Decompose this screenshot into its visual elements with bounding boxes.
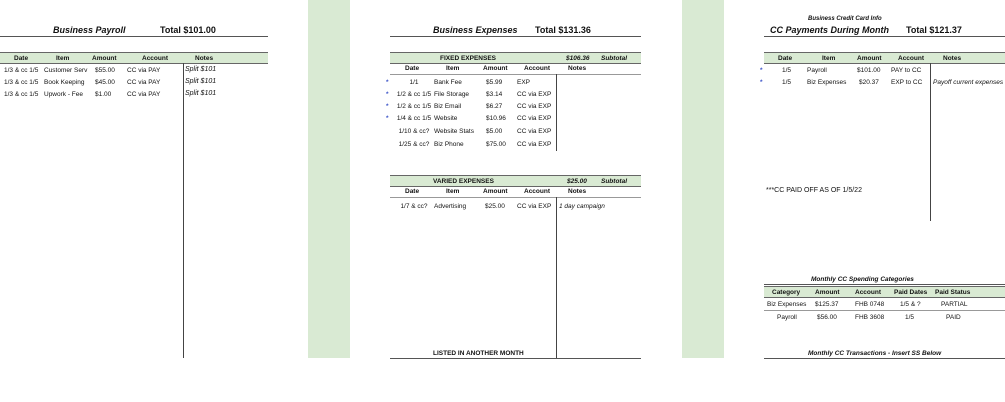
cell-date: 1/5 — [782, 79, 792, 86]
table-row — [760, 76, 1005, 88]
table-row — [764, 311, 1005, 323]
star-marker: * — [386, 91, 389, 98]
expenses-footer-label: LISTED IN ANOTHER MONTH — [433, 350, 524, 357]
cell-date: 1/10 & cc? — [398, 128, 430, 135]
cell-amount: $5.99 — [486, 79, 503, 86]
col-item-header: Item — [446, 188, 460, 195]
cell-account: CC via EXP — [517, 203, 552, 210]
cell-item: Website Stats — [434, 128, 474, 135]
cell-item: Book Keeping — [44, 79, 85, 86]
cc-panel — [760, 0, 1005, 402]
cell-account: FHB 3608 — [855, 314, 885, 321]
cell-category: Biz Expenses — [767, 301, 807, 308]
table-row — [386, 88, 641, 100]
cell-item: Payroll — [807, 67, 827, 74]
payroll-title: Business Payroll — [53, 25, 126, 35]
varied-subtotal-label: Subtotal — [601, 178, 627, 185]
cell-date: 1/4 & cc 1/5 — [396, 115, 432, 122]
cell-item: Upwork - Fee — [44, 91, 84, 98]
col-date-header: Date — [405, 188, 420, 195]
expenses-panel — [386, 0, 641, 402]
cell-amount: $1.00 — [95, 91, 112, 98]
col-amount-header: Amount — [483, 65, 508, 72]
col-paid-status-header: Paid Status — [935, 289, 971, 296]
cell-amount: $10.96 — [486, 115, 506, 122]
cell-amount: $6.27 — [486, 103, 503, 110]
cell-amount: $45.00 — [95, 79, 115, 86]
cc-paid-note: ***CC PAID OFF AS OF 1/5/22 — [766, 187, 862, 194]
cell-amount: $75.00 — [486, 141, 506, 148]
cell-account: PAY to CC — [891, 67, 922, 74]
cc-header-row — [764, 52, 1005, 64]
expenses-total: Total $131.36 — [535, 25, 591, 35]
cell-amount: $20.37 — [859, 79, 879, 86]
categories-header-row — [764, 286, 1005, 298]
cell-account: EXP — [517, 79, 531, 86]
cell-amount: $55.00 — [95, 67, 115, 74]
cell-date: 1/3 & cc 1/5 — [4, 91, 39, 98]
col-item-header: Item — [822, 55, 836, 62]
cell-notes: Split $101 — [185, 78, 217, 85]
cell-category: Payroll — [777, 314, 797, 321]
varied-notes-divider — [556, 197, 557, 358]
payroll-panel — [0, 0, 268, 402]
cell-item: Bank Fee — [434, 79, 462, 86]
cc-title-row — [764, 24, 1005, 37]
col-date-header: Date — [14, 55, 29, 62]
cell-account: CC via PAY — [127, 91, 161, 98]
cell-account: CC via EXP — [517, 115, 552, 122]
separator-column — [682, 0, 724, 358]
cell-date: 1/2 & cc 1/5 — [396, 91, 432, 98]
cell-amount: $101.00 — [857, 67, 881, 74]
cell-amount: $125.37 — [815, 301, 839, 308]
expenses-title-row — [390, 24, 641, 37]
col-amount-header: Amount — [92, 55, 117, 62]
separator-column — [308, 0, 350, 358]
col-account-header: Account — [524, 65, 550, 72]
cell-notes: Payoff current expenses — [933, 79, 1004, 86]
cc-footer-label: Monthly CC Transactions - Insert SS Below — [808, 350, 942, 357]
varied-subtotal-value: $25.00 — [567, 178, 587, 185]
col-notes-header: Notes — [195, 55, 214, 62]
cell-date: 1/1 — [409, 79, 419, 86]
cell-notes: 1 day campaign — [559, 203, 605, 210]
table-row — [390, 125, 641, 137]
cell-account: EXP to CC — [891, 79, 923, 86]
payroll-title-row — [0, 24, 268, 37]
cell-paid-dates: 1/5 — [905, 314, 915, 321]
cell-paid-status: PARTIAL — [941, 301, 968, 308]
cell-amount: $3.14 — [486, 91, 503, 98]
col-amount-header: Amount — [815, 289, 840, 296]
fixed-expenses-label: FIXED EXPENSES — [440, 55, 496, 62]
col-account-header: Account — [898, 55, 924, 62]
col-item-header: Item — [446, 65, 460, 72]
table-row — [760, 64, 1005, 76]
categories-top-line — [764, 284, 1005, 285]
col-notes-header: Notes — [568, 65, 587, 72]
cell-item: Advertising — [434, 203, 467, 210]
cell-amount: $5.00 — [486, 128, 503, 135]
col-amount-header: Amount — [483, 188, 508, 195]
cell-paid-status: PAID — [946, 314, 961, 321]
table-row — [386, 76, 641, 88]
star-marker: * — [386, 103, 389, 110]
cell-paid-dates: 1/5 & ? — [900, 301, 921, 308]
cc-footer-line — [764, 358, 1005, 359]
table-row — [0, 64, 268, 76]
col-amount-header: Amount — [857, 55, 882, 62]
cc-total: Total $121.37 — [906, 25, 962, 35]
notes-divider — [183, 63, 184, 358]
cell-item: Website — [434, 115, 458, 122]
col-item-header: Item — [56, 55, 70, 62]
cell-item: Biz Expenses — [807, 79, 847, 86]
cell-item: Biz Email — [434, 103, 462, 110]
cell-account: CC via EXP — [517, 103, 552, 110]
cell-item: File Storage — [434, 91, 470, 98]
col-date-header: Date — [778, 55, 793, 62]
payroll-total: Total $101.00 — [160, 25, 216, 35]
cell-notes: Split $101 — [185, 90, 217, 97]
cc-subtitle: Business Credit Card Info — [808, 16, 882, 22]
col-notes-header: Notes — [943, 55, 962, 62]
table-row — [390, 200, 641, 212]
table-row — [764, 298, 1005, 311]
cell-date: 1/3 & cc 1/5 — [4, 67, 39, 74]
table-row — [386, 100, 641, 112]
cell-date: 1/7 & cc? — [400, 203, 428, 210]
col-date-header: Date — [405, 65, 420, 72]
cell-item: Customer Serv — [44, 67, 88, 74]
fixed-subtotal-value: $106.36 — [566, 55, 590, 62]
varied-column-headers — [390, 186, 641, 198]
cell-account: CC via EXP — [517, 141, 552, 148]
table-row — [390, 138, 641, 150]
cell-notes: Split $101 — [185, 66, 217, 73]
categories-title: Monthly CC Spending Categories — [811, 276, 914, 283]
cell-account: CC via EXP — [517, 91, 552, 98]
cell-item: Biz Phone — [434, 141, 464, 148]
cell-account: CC via PAY — [127, 67, 161, 74]
payroll-header-row — [0, 52, 268, 64]
cell-account: CC via PAY — [127, 79, 161, 86]
table-row — [0, 88, 268, 100]
star-marker: * — [760, 67, 763, 74]
col-paid-dates-header: Paid Dates — [894, 289, 928, 296]
varied-expenses-label: VARIED EXPENSES — [433, 178, 494, 185]
cell-account: FHB 0748 — [855, 301, 885, 308]
cell-amount: $56.00 — [817, 314, 837, 321]
col-account-header: Account — [524, 188, 550, 195]
star-marker: * — [386, 115, 389, 122]
fixed-column-headers — [390, 63, 641, 75]
cell-date: 1/5 — [782, 67, 792, 74]
col-account-header: Account — [855, 289, 881, 296]
col-notes-header: Notes — [568, 188, 587, 195]
fixed-notes-divider — [556, 74, 557, 151]
cc-title: CC Payments During Month — [770, 25, 890, 35]
expenses-footer-line — [390, 358, 641, 359]
table-row — [0, 76, 268, 88]
cc-notes-divider — [930, 63, 931, 221]
cell-date: 1/3 & cc 1/5 — [4, 79, 39, 86]
cell-amount: $25.00 — [485, 203, 505, 210]
fixed-subtotal-label: Subtotal — [601, 55, 627, 62]
star-marker: * — [386, 79, 389, 86]
star-marker: * — [760, 79, 763, 86]
expenses-title: Business Expenses — [433, 25, 518, 35]
cell-date: 1/25 & cc? — [398, 141, 430, 148]
table-row — [386, 112, 641, 124]
col-account-header: Account — [142, 55, 168, 62]
col-category-header: Category — [772, 289, 801, 296]
cell-account: CC via EXP — [517, 128, 552, 135]
cell-date: 1/2 & cc 1/5 — [396, 103, 432, 110]
